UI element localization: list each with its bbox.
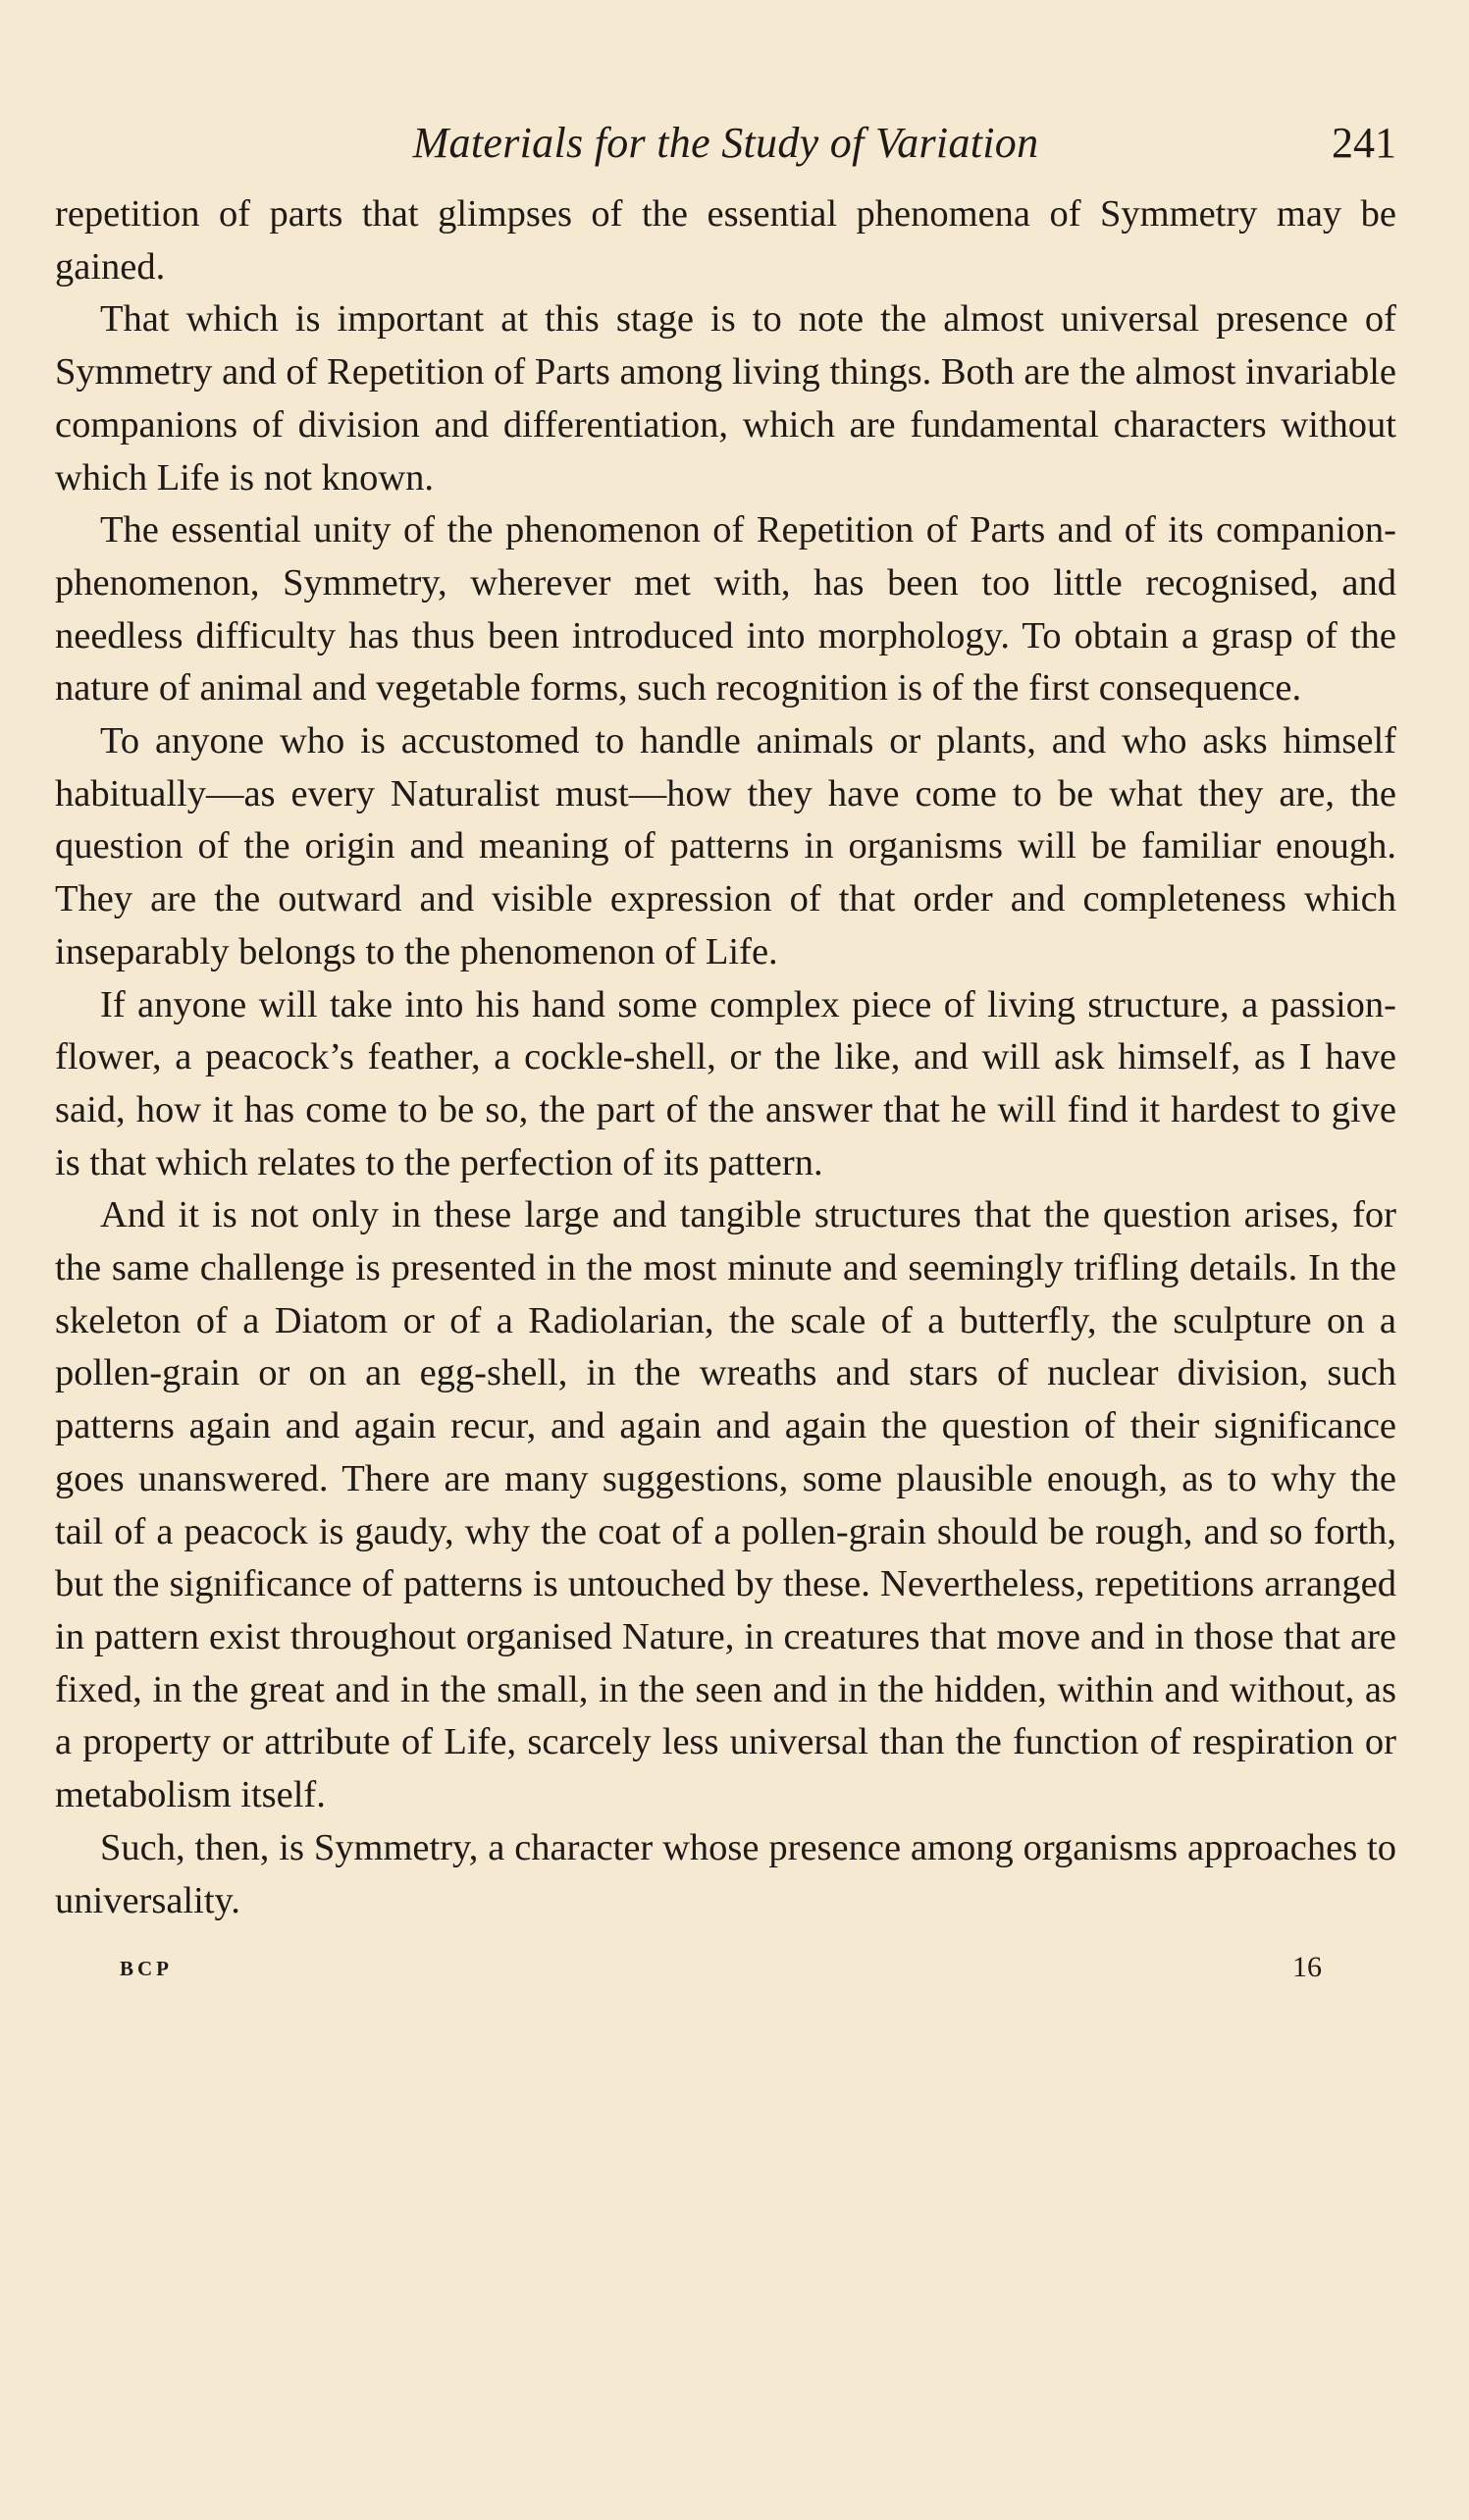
paragraph: And it is not only in these large and tangible structures that the question arises, for the same challenge is presented in the most minute and seemingly trifling details. In the skeleton of a Diatom or of a Radiolarian, the scale of a butterfly, the sculpture on a pollen-grain or on an egg-shell, in the wreaths and stars of nuclear division, such patterns again and again recur, and again and again the question of their significance goes unanswered. There are many suggestions, some plausible enough, as to why the tail of a peacock is gaudy, why the coat of a pollen-grain should be rough, and so forth, but the significance of patterns is untouched by these. Nevertheless, repetitions arranged in pattern exist throughout organised Nature, in creatures that move and in those that are fixed, in the great and in the small, in the seen and in the hidden, within and without, as a property or attribute of Life, scarcely less universal than the function of respiration or metabolism itself. [55, 1194, 1396, 1816]
page-footer [55, 1951, 1396, 2016]
book-page [55, 106, 1396, 2016]
paragraph: That which is important at this stage is to note the almost universal presence of Symmetry and of Repetition of Parts among living things. Both are the almost invariable companions of division and differentiation, which are fundamental characters without which Life is not known. [55, 298, 1396, 499]
running-title: Materials for the Study of Variation [412, 119, 1039, 167]
sheet-number: 16 [1292, 1951, 1322, 1984]
paragraph-continuation: repetition of parts that glimpses of the essential phenomena of Symmetry may be gained. [55, 193, 1396, 288]
page-number: 241 [1332, 119, 1396, 167]
printer-signature: BCP [120, 1957, 173, 1981]
paragraph: The essential unity of the phenomenon of Repetition of Parts and of its companion-phenomenon, Symmetry, wherever met with, has been too little recognised, and needless difficulty has thus been introduced into morphology. To obtain a grasp of the nature of animal and vegetable forms, such recognition is of the first consequence. [55, 509, 1396, 709]
paragraph: To anyone who is accustomed to handle animals or plants, and who asks himself habitually—as every Naturalist must—how they have come to be what they are, the question of the origin and meaning of patterns in organisms will be familiar enough. They are the outward and visible expression of that order and completeness which inseparably belongs to the phenomenon of Life. [55, 720, 1396, 972]
running-head [55, 106, 1396, 188]
paragraph: Such, then, is Symmetry, a character whose presence among organisms approaches to universality. [55, 1826, 1396, 1921]
body-text [55, 188, 1396, 1927]
paragraph: If anyone will take into his hand some complex piece of living structure, a passion-flower, a peacock’s feather, a cockle-shell, or the like, and will ask himself, as I have said, how it has come to be so, the part of the answer that he will find it hardest to give is that which relates to the perfection of its pattern. [55, 983, 1396, 1183]
